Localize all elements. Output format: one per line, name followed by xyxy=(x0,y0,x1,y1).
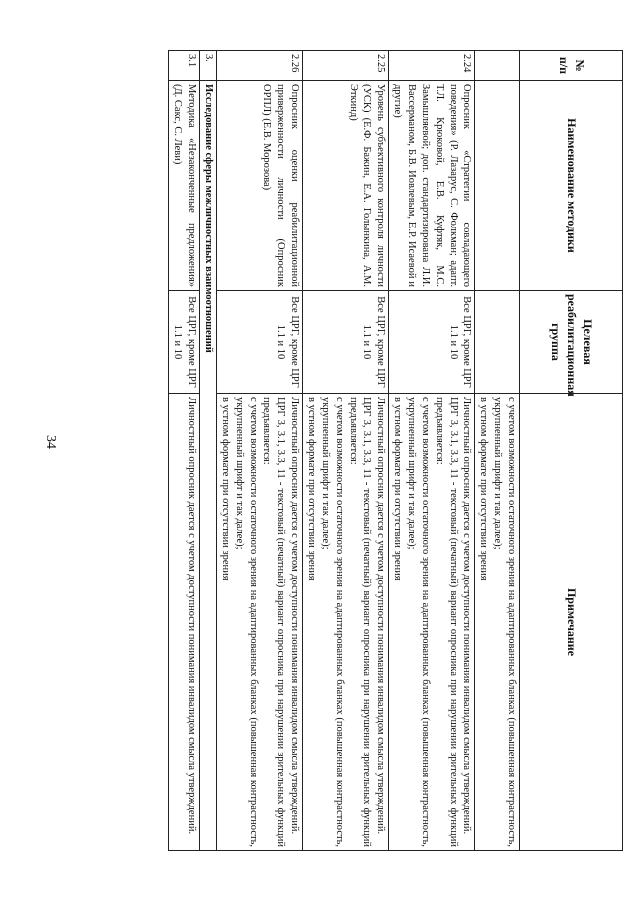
table-row xyxy=(303,51,389,851)
note-line: с учетом возможности остаточного зрения на адаптированных бланках (повышенная контрастность, укрупненный шрифт и так далее); xyxy=(319,397,345,847)
row-group: Все ЦРГ, кроме ЦРГ 1.1 и 10 xyxy=(303,291,389,394)
note-line: в устном формате при отсутствии зрения xyxy=(478,397,490,581)
row-note xyxy=(475,394,520,851)
note-line: с учетом возможности остаточного зрения на адаптированных бланках (повышенная контрастность, укрупненный шрифт и так далее); xyxy=(233,397,259,847)
note-line: ЦРГ 3, 3.1, 3.3, 11 - текстовый (печатный) вариант опросника при нарушении зрительных функций предъявляется: xyxy=(347,397,373,847)
row-num: 2.24 xyxy=(389,51,475,81)
note-line: в устном формате при отсутствии зрения xyxy=(219,397,231,581)
row-name: Опросник «Стратегии совладающего поведения» (Р. Лазарус, С. Фолкман; адапт. Т.Л. Крюковой, Е.В. Куфтяк, М.С. Замышляевой; доп. стандартизирована Л.И. Вассерманом, Б.В. Иовлевым, Е.Р. Исаевой и другие) xyxy=(389,81,475,291)
note-line: Личностный опросник дается с учетом доступности понимания инвалидом смысла утверждений. xyxy=(289,397,301,835)
note-line: с учетом возможности остаточного зрения на адаптированных бланках (повышенная контрастность, укрупненный шрифт и так далее); xyxy=(492,397,517,847)
header-num: № п/п xyxy=(520,51,623,81)
section-row xyxy=(200,51,217,851)
note-line: в устном формате при отсутствии зрения xyxy=(305,397,317,581)
row-num: 3.1 xyxy=(169,51,200,81)
row-note xyxy=(389,394,475,851)
section-title: Исследование сферы межличностных взаимоотношений xyxy=(200,81,217,851)
table-row xyxy=(169,51,200,851)
page-number: 34 xyxy=(43,435,58,449)
row-name: Уровень субъективного контроля личности (УСК) (Е.Ф. Бажин, Е.А. Голынкина, А.М. Эткинд) xyxy=(303,81,389,291)
table-row xyxy=(475,51,520,851)
row-note: Личностный опросник дается с учетом доступности понимания инвалидом смысла утверждений. xyxy=(169,394,200,851)
table-row xyxy=(389,51,475,851)
table-header-row xyxy=(520,51,623,851)
row-name xyxy=(475,81,520,291)
row-name: Методика «Незаконченные предложения» (Д. Сакс, С. Леви) xyxy=(169,81,200,291)
row-num xyxy=(475,51,520,81)
note-line: в устном формате при отсутствии зрения xyxy=(392,397,404,581)
methods-table xyxy=(168,50,623,851)
header-group: Целевая реабилитационная группа xyxy=(520,291,623,394)
note-line: ЦРГ 3, 3.1, 3.3, 11 - текстовый (печатный) вариант опросника при нарушении зрительных функций предъявляется: xyxy=(261,397,287,847)
row-note xyxy=(216,394,302,851)
row-note xyxy=(303,394,389,851)
header-note: Примечание xyxy=(520,394,623,851)
row-num: 2.26 xyxy=(216,51,302,81)
note-line: ЦРГ 3, 3.1, 3.3, 11 - текстовый (печатный) вариант опросника при нарушении зрительных функций предъявляется: xyxy=(433,397,459,847)
row-group xyxy=(475,291,520,394)
note-line: с учетом возможности остаточного зрения на адаптированных бланках (повышенная контрастность, укрупненный шрифт и так далее); xyxy=(405,397,431,847)
header-name: Наименование методики xyxy=(520,81,623,291)
row-group: Все ЦРГ, кроме ЦРГ 1.1 и 10 xyxy=(389,291,475,394)
section-num: 3. xyxy=(200,51,217,81)
row-group: Все ЦРГ, кроме ЦРГ 1.1 и 10 xyxy=(169,291,200,394)
rotated-table-page xyxy=(118,50,623,850)
row-name: Опросник оценки реабилитационной приверженности личности (Опросник ОРПЛ) (Е.В. Морозова) xyxy=(216,81,302,291)
note-line: Личностный опросник дается с учетом доступности понимания инвалидом смысла утверждений. xyxy=(461,397,473,835)
note-line: Личностный опросник дается с учетом доступности понимания инвалидом смысла утверждений. xyxy=(375,397,387,835)
table-row xyxy=(216,51,302,851)
row-group: Все ЦРГ, кроме ЦРГ 1.1 и 10 xyxy=(216,291,302,394)
row-num: 2.25 xyxy=(303,51,389,81)
